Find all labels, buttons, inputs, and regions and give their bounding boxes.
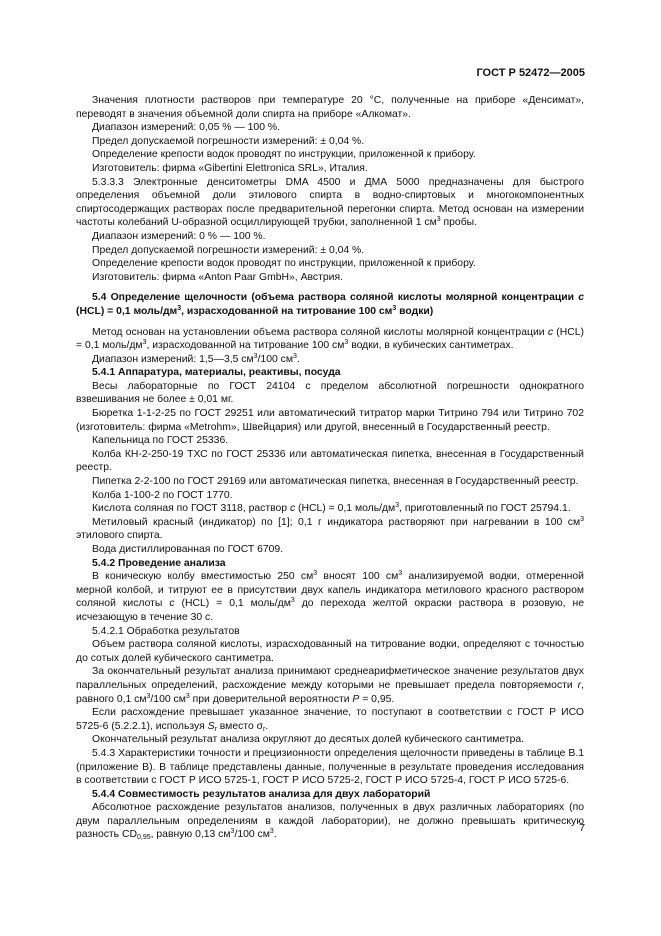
superscript: 3 xyxy=(269,828,274,836)
superscript: 3 xyxy=(290,597,295,605)
paragraph: Диапазон измерений: 0 % — 100 %. xyxy=(92,230,266,242)
text-run: водки) xyxy=(396,305,434,317)
paragraph: Определение крепости водок проводят по инструкции, приложенной к прибору. xyxy=(92,149,476,161)
text-run: (HCL) = 0,1 моль/дм xyxy=(76,326,585,352)
paragraph xyxy=(76,353,584,367)
text-run: Если расхождение превышает указанное значение, то поступают в соответствии с ГОСТ Р ИСО 5725-6 (5.2.2.1), используя xyxy=(76,707,584,732)
text-run: , приготовленный по ГОСТ 25794.1. xyxy=(399,503,571,515)
text-run: (HCL) = 0,1 моль/дм xyxy=(174,598,291,610)
subscript: r xyxy=(214,725,217,733)
italic-run: с xyxy=(547,326,554,338)
paragraph: Колба 1-100-2 по ГОСТ 1770. xyxy=(92,489,233,501)
text-run: , равного 0,1 см xyxy=(76,679,584,705)
paragraph xyxy=(76,665,584,706)
superscript: 3 xyxy=(185,692,190,700)
paragraph: Объем раствора соляной кислоты, израсходованный на титрование водки, определяют с точностью до сотых долей кубического сантиметра. xyxy=(76,639,584,664)
text-run: Диапазон измерений: 1,5—3,5 см xyxy=(92,353,254,365)
text-run: /100 см xyxy=(150,693,186,705)
text-run: этилового спирта. xyxy=(76,530,163,542)
paragraph xyxy=(76,326,584,353)
paragraph: Капельница по ГОСТ 25336. xyxy=(92,435,229,447)
superscript: 3 xyxy=(398,570,403,578)
text-run: анализируемой водки, отмеренной мерной колбой, и титруют ее в присутствии двух капель индикатора метилового красного раствором соляной кислоты xyxy=(76,571,584,610)
superscript: 3 xyxy=(177,304,182,312)
superscript: 3 xyxy=(146,692,151,700)
paragraph: 5.4.3 Характеристики точности и прецизионности определения щелочности приведены в таблице В.1 (приложение В). В таблице представлены данные, полученные в результате проведения исследования в соответствии с ГОСТ Р ИСО 5725-1, ГОСТ Р ИСО 5725-2, ГОСТ Р ИСО 5725-4, ГОСТ Р ИСО 5725-6. xyxy=(76,747,584,787)
paragraph: Предел допускаемой погрешности измерений: ± 0,04 %. xyxy=(92,244,365,256)
superscript: 3 xyxy=(344,339,349,347)
superscript: 3 xyxy=(293,352,297,360)
paragraph: Окончательный результат анализа округляют до десятых долей кубического сантиметра. xyxy=(92,734,525,746)
superscript: 3 xyxy=(142,339,147,347)
paragraph: Изготовитель: фирма «Gibertini Elettronica SRL», Италия. xyxy=(92,162,368,174)
text-run: /100 см xyxy=(234,829,270,841)
italic-run: с xyxy=(578,292,584,304)
text-run: . xyxy=(273,829,277,841)
text-run: Метод основан на установлении объема раствора соляной кислоты молярной концентрации xyxy=(92,326,548,338)
section-heading-5-4-4: 5.4.4 Совместимость результатов анализа для двух лабораторий xyxy=(92,788,431,800)
paragraph: Диапазон измерений: 0,05 % — 100 %. xyxy=(92,122,280,134)
text-run: В коническую колбу вместимостью 250 см xyxy=(92,571,314,583)
text-run: Кислота соляная по ГОСТ 3118, раствор xyxy=(92,503,290,515)
paragraph: Предел допускаемой погрешности измерений: ± 0,04 %. xyxy=(92,135,365,147)
text-run: . xyxy=(265,720,269,732)
text-run: , равную 0,13 см xyxy=(150,829,231,841)
superscript: 3 xyxy=(313,570,318,578)
superscript: 3 xyxy=(230,828,235,836)
text-run: 5.3.3.3 Электронные денситометры DMA 4500 и ДМА 5000 предназначены для быстрого определения объемной доли этилового спирта в водно-спиртовых и многокомпонентных спиртосодержащих растворах после предварительной перегонки спирта. Метод основан на измерении частоты колебаний U-образной осциллирующей трубки, заполненной 1 см xyxy=(76,176,584,229)
standard-header: ГОСТ Р 52472—2005 xyxy=(476,67,585,79)
paragraph: Значения плотности растворов при температуре 20 °С, полученные на приборе «Денсимат», переводят в значения объемной доли спирта на приборе «Алкомат». xyxy=(76,95,584,120)
italic-run: r xyxy=(577,679,582,691)
text-run: при доверительной вероятности xyxy=(189,693,353,705)
subscript: r xyxy=(263,725,266,733)
superscript: 3 xyxy=(580,515,584,523)
superscript: 3 xyxy=(436,216,441,224)
text-run: (HCL) = 0,1 моль/дм xyxy=(295,503,396,515)
italic-run: S xyxy=(207,720,215,732)
paragraph xyxy=(76,502,584,516)
paragraph: Вода дистиллированная по ГОСТ 6709. xyxy=(92,544,284,555)
section-heading-5-4 xyxy=(76,291,584,318)
paragraph xyxy=(76,570,584,624)
italic-run: P xyxy=(352,693,360,705)
text-run: 5.4 Определение щелочности (объема раствора соляной кислоты молярной концентрации xyxy=(92,292,579,304)
paragraph: Изготовитель: фирма «Anton Paar GmbH», Австрия. xyxy=(92,271,343,283)
superscript: 3 xyxy=(392,304,397,312)
subscript: 0,95 xyxy=(136,834,151,842)
text-run: вносят 100 см xyxy=(317,571,399,583)
text-run: Абсолютное расхождение результатов анализов, полученных в двух различных лабораториях (по двум параллельным определениям в каждой лаборатории), не должно превышать критическую разность CD xyxy=(76,802,584,841)
paragraph: 5.4.2.1 Обработка результатов xyxy=(92,625,240,637)
text-run: вместо σ xyxy=(216,720,264,732)
text-run: , израсходованной на титрование 100 см xyxy=(181,305,393,317)
text-run: Метиловый красный (индикатор) по [1]; 0,1 г индикатора растворяют при нагревании в 100 см xyxy=(92,516,581,528)
superscript: 3 xyxy=(395,502,400,510)
text-run: , израсходованной на титрование 100 см xyxy=(146,340,345,352)
text-run: . xyxy=(296,353,300,365)
section-heading-5-4-2: 5.4.2 Проведение анализа xyxy=(92,557,226,569)
text-run: водки, в кубических сантиметрах. xyxy=(348,340,514,352)
italic-run: с xyxy=(289,503,296,515)
text-run: = 0,95. xyxy=(359,693,395,705)
paragraph xyxy=(76,706,584,733)
paragraph: Определение крепости водок проводят по инструкции, приложенной к прибору. xyxy=(92,258,476,270)
text-run: до перехода желтой окраски раствора в розовую, не исчезающую в течение 30 с. xyxy=(76,598,584,623)
page-number: 7 xyxy=(579,823,585,834)
superscript: 3 xyxy=(253,352,258,360)
section-heading-5-4-1: 5.4.1 Аппаратура, материалы, реактивы, посуда xyxy=(92,367,341,379)
text-run: пробы. xyxy=(440,217,478,229)
paragraph xyxy=(76,801,584,842)
text-run: /100 см xyxy=(257,353,293,365)
text-run: За окончательный результат анализа принимают среднеарифметическое значение результатов двух параллельных определений, расхождение между которыми не превышает предела повторяемости xyxy=(76,666,584,691)
paragraph: Колба КН-2-250-19 ТХС по ГОСТ 25336 или автоматическая пипетка, внесенная в Государственный реестр. xyxy=(76,448,584,474)
text-run: (HCL) = 0,1 моль/дм xyxy=(76,305,178,317)
paragraph: Пипетка 2-2-100 по ГОСТ 29169 или автоматическая пипетка, внесенная в Государственный реестр. xyxy=(92,476,579,488)
paragraph xyxy=(76,516,584,543)
paragraph: Весы лабораторные по ГОСТ 24104 с пределом абсолютной погрешности однократного взвешивания не более ± 0,01 мг. xyxy=(76,380,584,406)
document-body xyxy=(76,94,584,842)
paragraph xyxy=(76,176,584,230)
italic-run: с xyxy=(169,598,175,610)
paragraph: Бюретка 1-1-2-25 по ГОСТ 29251 или автоматический титратор марки Титрино 794 или Титрино 702 (изготовитель: фирма «Metrohm», Швейцария) или другой, внесенный в Государственный реестр. xyxy=(76,408,584,433)
